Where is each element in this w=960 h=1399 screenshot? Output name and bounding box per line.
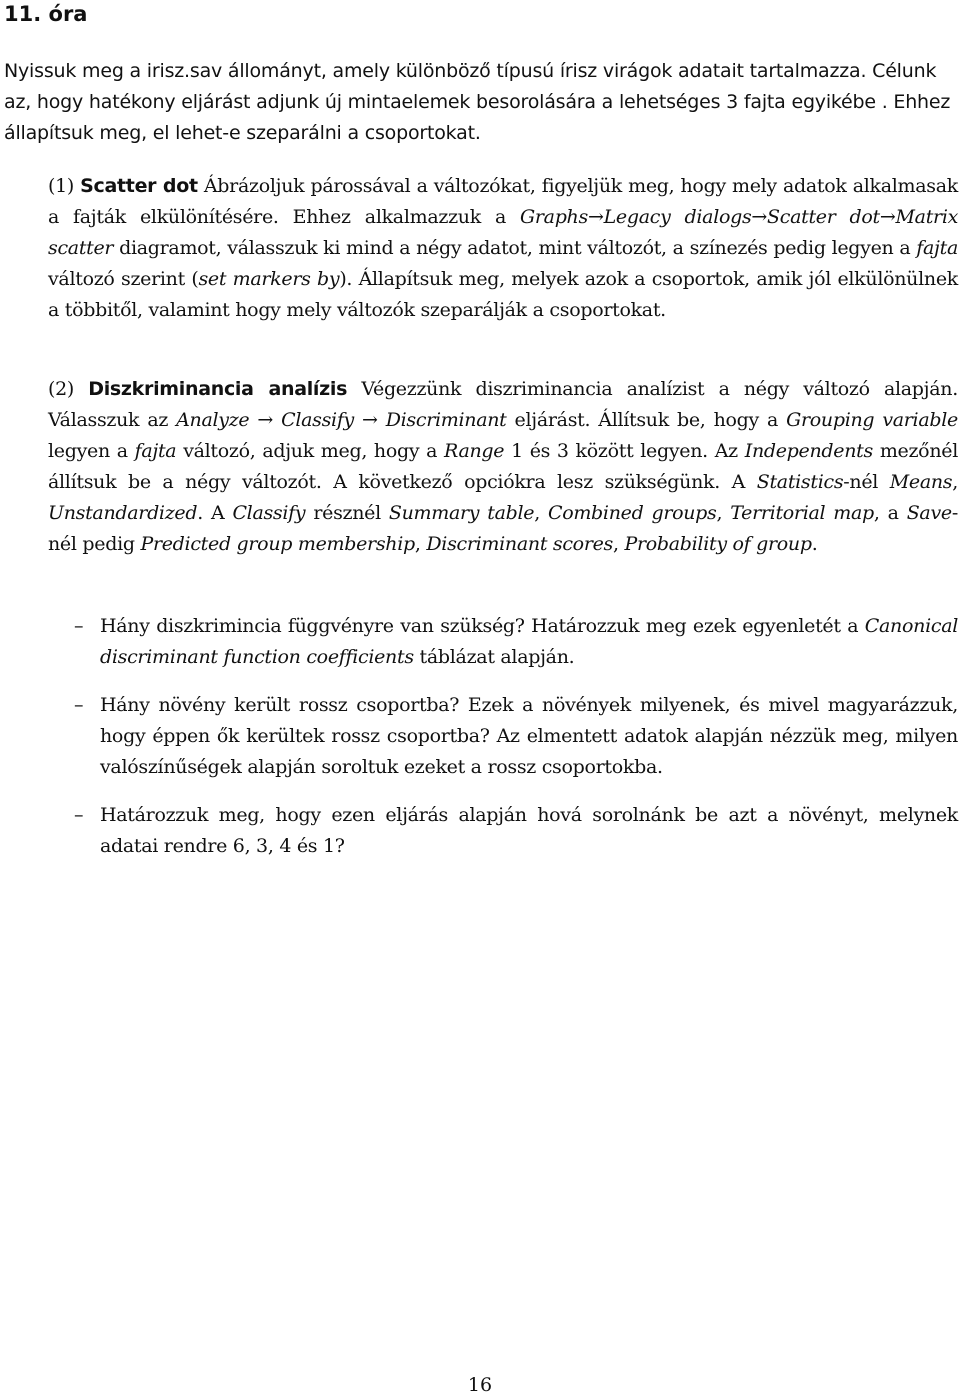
question-list bbox=[0, 611, 960, 879]
question-text: Hány növény került rossz csoportba? Ezek a növények milyenek, és mivel magyarázzuk, hogy éppen ők kerültek rossz csoportba? Az elmentett adatok alapján nézzük meg, milyen valószínűségek alapján soroltuk ezeket a rossz csoportokba. bbox=[100, 694, 958, 778]
section-number: (2) bbox=[48, 378, 75, 400]
section-number: (1) bbox=[48, 175, 75, 197]
option-name: Save bbox=[906, 502, 952, 524]
question-text: Hány diszkrimincia függvényre van szükség? Határozzuk meg ezek egyenletét a bbox=[100, 615, 859, 637]
punctuation: , bbox=[952, 471, 958, 493]
menu-path-item: Analyze bbox=[176, 409, 250, 431]
variable-name: fajta bbox=[916, 237, 958, 259]
section-text: ). Állapítsuk meg, melyek azok a csoportok, amik jól elkülönülnek a többitől, valamint hogy mely változók szeparálják a csoportokat. bbox=[48, 268, 958, 321]
option-name: Probability of group bbox=[624, 533, 812, 555]
section-text: mezőnél állítsuk be a négy változót. A következő opciókra lesz szükségünk. A bbox=[48, 440, 958, 493]
section-heading: Diszkriminancia analízis bbox=[88, 378, 348, 400]
punctuation: , bbox=[716, 502, 723, 524]
menu-path-item: Matrix scatter bbox=[48, 206, 959, 259]
section-text: -nél pedig bbox=[48, 502, 958, 555]
section-text: 1 és 3 között legyen. Az bbox=[511, 440, 738, 462]
option-name: Classify bbox=[232, 502, 306, 524]
punctuation: . bbox=[811, 533, 818, 555]
lesson-title: 11. óra bbox=[4, 2, 88, 26]
menu-path-item: Scatter dot bbox=[767, 206, 880, 228]
table-name: Canonical discriminant function coefficients bbox=[100, 615, 958, 668]
section-text: eljárást. Állítsuk be, hogy a bbox=[514, 409, 779, 431]
section-text: Ábrázoljuk párossával a változókat, figyeljük meg, hogy mely adatok alkalmasak a fajták elkülönítésére. bbox=[48, 175, 958, 228]
punctuation: , bbox=[613, 533, 619, 555]
section-text: , a bbox=[873, 502, 899, 524]
menu-path-item: Classify bbox=[281, 409, 354, 431]
option-name: set markers by bbox=[198, 268, 340, 290]
section-text: Ehhez alkalmazzuk a bbox=[292, 206, 506, 228]
section-scatter-dot bbox=[48, 171, 958, 326]
section-text: . A bbox=[197, 502, 225, 524]
dash-bullet: – bbox=[74, 804, 84, 826]
punctuation: , bbox=[534, 502, 540, 524]
page-number: 16 bbox=[467, 1374, 493, 1396]
option-name: Statistics bbox=[756, 471, 844, 493]
option-name: Territorial map bbox=[730, 502, 874, 524]
section-heading: Scatter dot bbox=[80, 175, 198, 197]
option-name: Predicted group membership bbox=[140, 533, 415, 555]
option-name: Grouping variable bbox=[786, 409, 958, 431]
arrow-icon: → bbox=[751, 206, 768, 228]
menu-path-item: Discriminant bbox=[385, 409, 507, 431]
arrow-icon: → bbox=[257, 409, 274, 431]
section-text: diagramot, válasszuk ki mind a négy adatot, mint változót, a színezés pedig legyen a bbox=[119, 237, 911, 259]
section-text: változó szerint ( bbox=[48, 268, 199, 290]
punctuation: , bbox=[414, 533, 421, 555]
question-text: táblázat alapján. bbox=[419, 646, 575, 668]
section-discriminant-analysis bbox=[48, 374, 958, 560]
section-text: Végezzünk diszriminancia analízist a négy változó alapján. Válasszuk az bbox=[48, 378, 958, 431]
arrow-icon: → bbox=[879, 206, 896, 228]
option-name: Combined groups bbox=[547, 502, 717, 524]
list-item bbox=[0, 800, 958, 862]
option-name: Discriminant scores bbox=[426, 533, 613, 555]
dash-bullet: – bbox=[74, 694, 84, 716]
arrow-icon: → bbox=[362, 409, 378, 431]
section-text: változó, adjuk meg, hogy a bbox=[183, 440, 438, 462]
option-name: Unstandardized bbox=[48, 502, 198, 524]
menu-path-item: Graphs bbox=[520, 206, 588, 228]
section-text: legyen a bbox=[48, 440, 128, 462]
intro-paragraph: Nyissuk meg a irisz.sav állományt, amely különböző típusú írisz virágok adatait tartalmazza. Célunk az, hogy hatékony eljárást adjunk új mintaelemek besorolására a lehetséges 3 fajta egyikébe . Ehhez állapítsuk meg, el lehet-e szeparálni a csoportokat. bbox=[4, 60, 951, 144]
section-text: -nél bbox=[843, 471, 879, 493]
section-text: résznél bbox=[313, 502, 381, 524]
variable-name: fajta bbox=[134, 440, 177, 462]
option-name: Means bbox=[889, 471, 953, 493]
option-name: Range bbox=[444, 440, 505, 462]
menu-path-item: Legacy dialogs bbox=[603, 206, 752, 228]
arrow-icon: → bbox=[587, 206, 604, 228]
dash-bullet: – bbox=[74, 615, 84, 637]
option-name: Independents bbox=[744, 440, 873, 462]
option-name: Summary table bbox=[388, 502, 535, 524]
question-text: Határozzuk meg, hogy ezen eljárás alapján hová sorolnánk be azt a növényt, melynek adatai rendre 6, 3, 4 és 1? bbox=[100, 804, 958, 857]
list-item bbox=[0, 690, 958, 783]
list-item bbox=[0, 611, 958, 673]
